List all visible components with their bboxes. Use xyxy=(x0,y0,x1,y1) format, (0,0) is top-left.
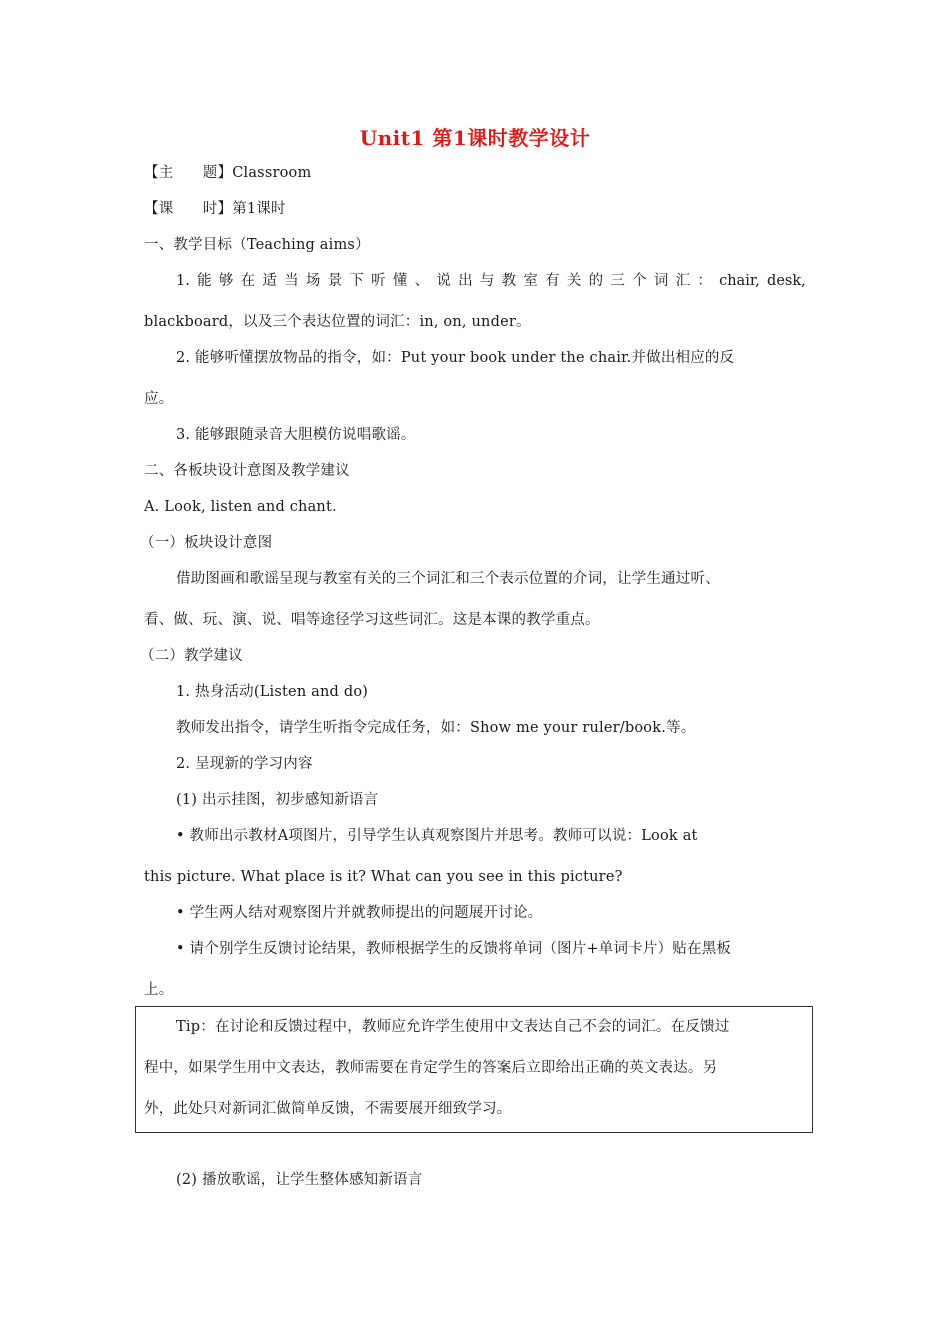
section-heading-aims: 一、教学目标（Teaching aims） xyxy=(144,237,370,253)
warmup-heading: 1. 热身活动(Listen and do) xyxy=(176,684,369,700)
part-a-heading: A. Look, listen and chant. xyxy=(144,499,337,515)
bullet-2-line: • 学生两人结对观察图片并就教师提出的问题展开讨论。 xyxy=(176,905,543,921)
tip-box xyxy=(135,1006,813,1133)
bullet-1-line-2: this picture. What place is it? What can you see in this picture? xyxy=(144,869,623,885)
period-line: 【课 时】第1课时 xyxy=(144,201,286,217)
topic-line: 【主 题】Classroom xyxy=(144,165,312,181)
tip-line-2: 程中，如果学生用中文表达，教师需要在肯定学生的答案后立即给出正确的英文表达。另 xyxy=(144,1060,718,1076)
section-heading-design: 二、各板块设计意图及教学建议 xyxy=(144,463,350,479)
aim-2-line-2: 应。 xyxy=(144,391,174,407)
bullet-3-line-2: 上。 xyxy=(144,982,174,998)
aim-2-line-1: 2. 能够听懂摆放物品的指令，如：Put your book under the chair.并做出相应的反 xyxy=(176,350,735,366)
intent-line-1: 借助图画和歌谣呈现与教室有关的三个词汇和三个表示位置的介词，让学生通过听、 xyxy=(176,571,720,587)
page-title: Unit1 第1课时教学设计 xyxy=(359,126,591,150)
tip-line-3: 外，此处只对新词汇做简单反馈，不需要展开细致学习。 xyxy=(144,1101,512,1117)
tip-line-1: Tip：在讨论和反馈过程中，教师应允许学生使用中文表达自己不会的词汇。在反馈过 xyxy=(176,1019,730,1035)
aim-3-line: 3. 能够跟随录音大胆模仿说唱歌谣。 xyxy=(176,427,416,443)
step-1-heading: (1) 出示挂图，初步感知新语言 xyxy=(176,792,379,808)
subheading-intent: （一）板块设计意图 xyxy=(140,535,273,551)
warmup-description: 教师发出指令，请学生听指令完成任务，如：Show me your ruler/book.等。 xyxy=(176,720,696,736)
present-heading: 2. 呈现新的学习内容 xyxy=(176,756,313,772)
step-2-heading: (2) 播放歌谣，让学生整体感知新语言 xyxy=(176,1172,423,1188)
intent-line-2: 看、做、玩、演、说、唱等途径学习这些词汇。这是本课的教学重点。 xyxy=(144,612,600,628)
aim-1-line-2: blackboard，以及三个表达位置的词汇：in, on, under。 xyxy=(144,314,531,330)
bullet-3-line-1: • 请个别学生反馈讨论结果，教师根据学生的反馈将单词（图片+单词卡片）贴在黑板 xyxy=(176,941,732,957)
subheading-suggestions: （二）教学建议 xyxy=(140,648,243,664)
bullet-1-line-1: • 教师出示教材A项图片，引导学生认真观察图片并思考。教师可以说：Look at xyxy=(176,828,698,844)
aim-1-line-1: 1. 能 够 在 适 当 场 景 下 听 懂 、 说 出 与 教 室 有 关 的 三 个 词 汇 ： chair, desk, xyxy=(176,273,806,289)
